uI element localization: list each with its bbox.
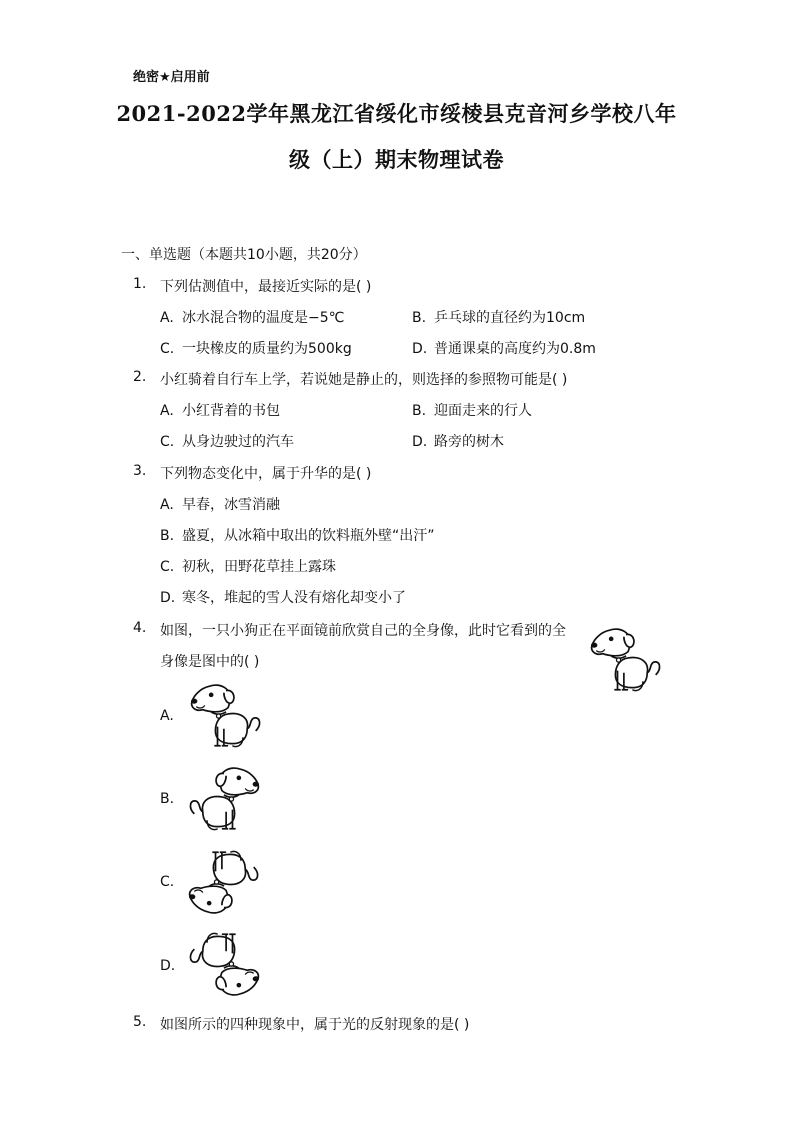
- dog-option-d-image[interactable]: [184, 930, 264, 1000]
- question-number: 5.: [133, 1014, 147, 1030]
- question-text: 小红骑着自行车上学，若说她是静止的，则选择的参照物可能是( ): [160, 372, 568, 388]
- confidential-label: 绝密★启用前: [133, 70, 210, 85]
- dog-option-a-image[interactable]: [186, 680, 266, 750]
- option-a[interactable]: A. 小红背着的书包: [160, 403, 280, 419]
- question-text-continued: 身像是图中的( ): [160, 654, 260, 670]
- question-text: 如图，一只小狗正在平面镜前欣赏自己的全身像，此时它看到的全: [160, 623, 566, 639]
- option-d[interactable]: D. 普通课桌的高度约为0.8m: [412, 341, 596, 357]
- question-number: 4.: [133, 620, 147, 636]
- exam-title-line-2: 级（上）期末物理试卷: [289, 147, 504, 172]
- question-text: 如图所示的四种现象中，属于光的反射现象的是( ): [160, 1017, 470, 1033]
- option-b[interactable]: B.: [160, 791, 175, 807]
- section-heading: 一、单选题（本题共10小题，共20分）: [121, 247, 367, 263]
- option-a[interactable]: A. 早春，冰雪消融: [160, 497, 280, 513]
- option-b[interactable]: B. 迎面走来的行人: [412, 403, 532, 419]
- exam-title-line-1: 2021-2022学年黑龙江省绥化市绥棱县克音河乡学校八年: [116, 101, 677, 126]
- option-b[interactable]: B. 盛夏，从冰箱中取出的饮料瓶外壁“出汗”: [160, 528, 435, 544]
- question-number: 3.: [133, 463, 147, 479]
- option-d[interactable]: D.: [160, 958, 176, 974]
- option-a[interactable]: A.: [160, 708, 174, 724]
- option-a[interactable]: A. 冰水混合物的温度是−5℃: [160, 310, 345, 326]
- option-c[interactable]: C. 从身边驶过的汽车: [160, 434, 294, 450]
- question-text: 下列物态变化中，属于升华的是( ): [160, 466, 372, 482]
- option-c[interactable]: C.: [160, 874, 175, 890]
- question-text: 下列估测值中，最接近实际的是( ): [160, 279, 372, 295]
- question-number: 2.: [133, 369, 147, 385]
- option-c[interactable]: C. 一块橡皮的质量约为500kg: [160, 341, 352, 357]
- dog-option-b-image[interactable]: [184, 763, 264, 833]
- option-c[interactable]: C. 初秋，田野花草挂上露珠: [160, 559, 336, 575]
- dog-option-c-image[interactable]: [184, 848, 264, 918]
- option-b[interactable]: B. 乒乓球的直径约为10cm: [412, 310, 586, 326]
- option-d[interactable]: D. 路旁的树木: [412, 434, 504, 450]
- option-d[interactable]: D. 寒冬，堆起的雪人没有熔化却变小了: [160, 590, 406, 606]
- question-number: 1.: [133, 276, 147, 292]
- dog-reference-illustration: [586, 624, 666, 694]
